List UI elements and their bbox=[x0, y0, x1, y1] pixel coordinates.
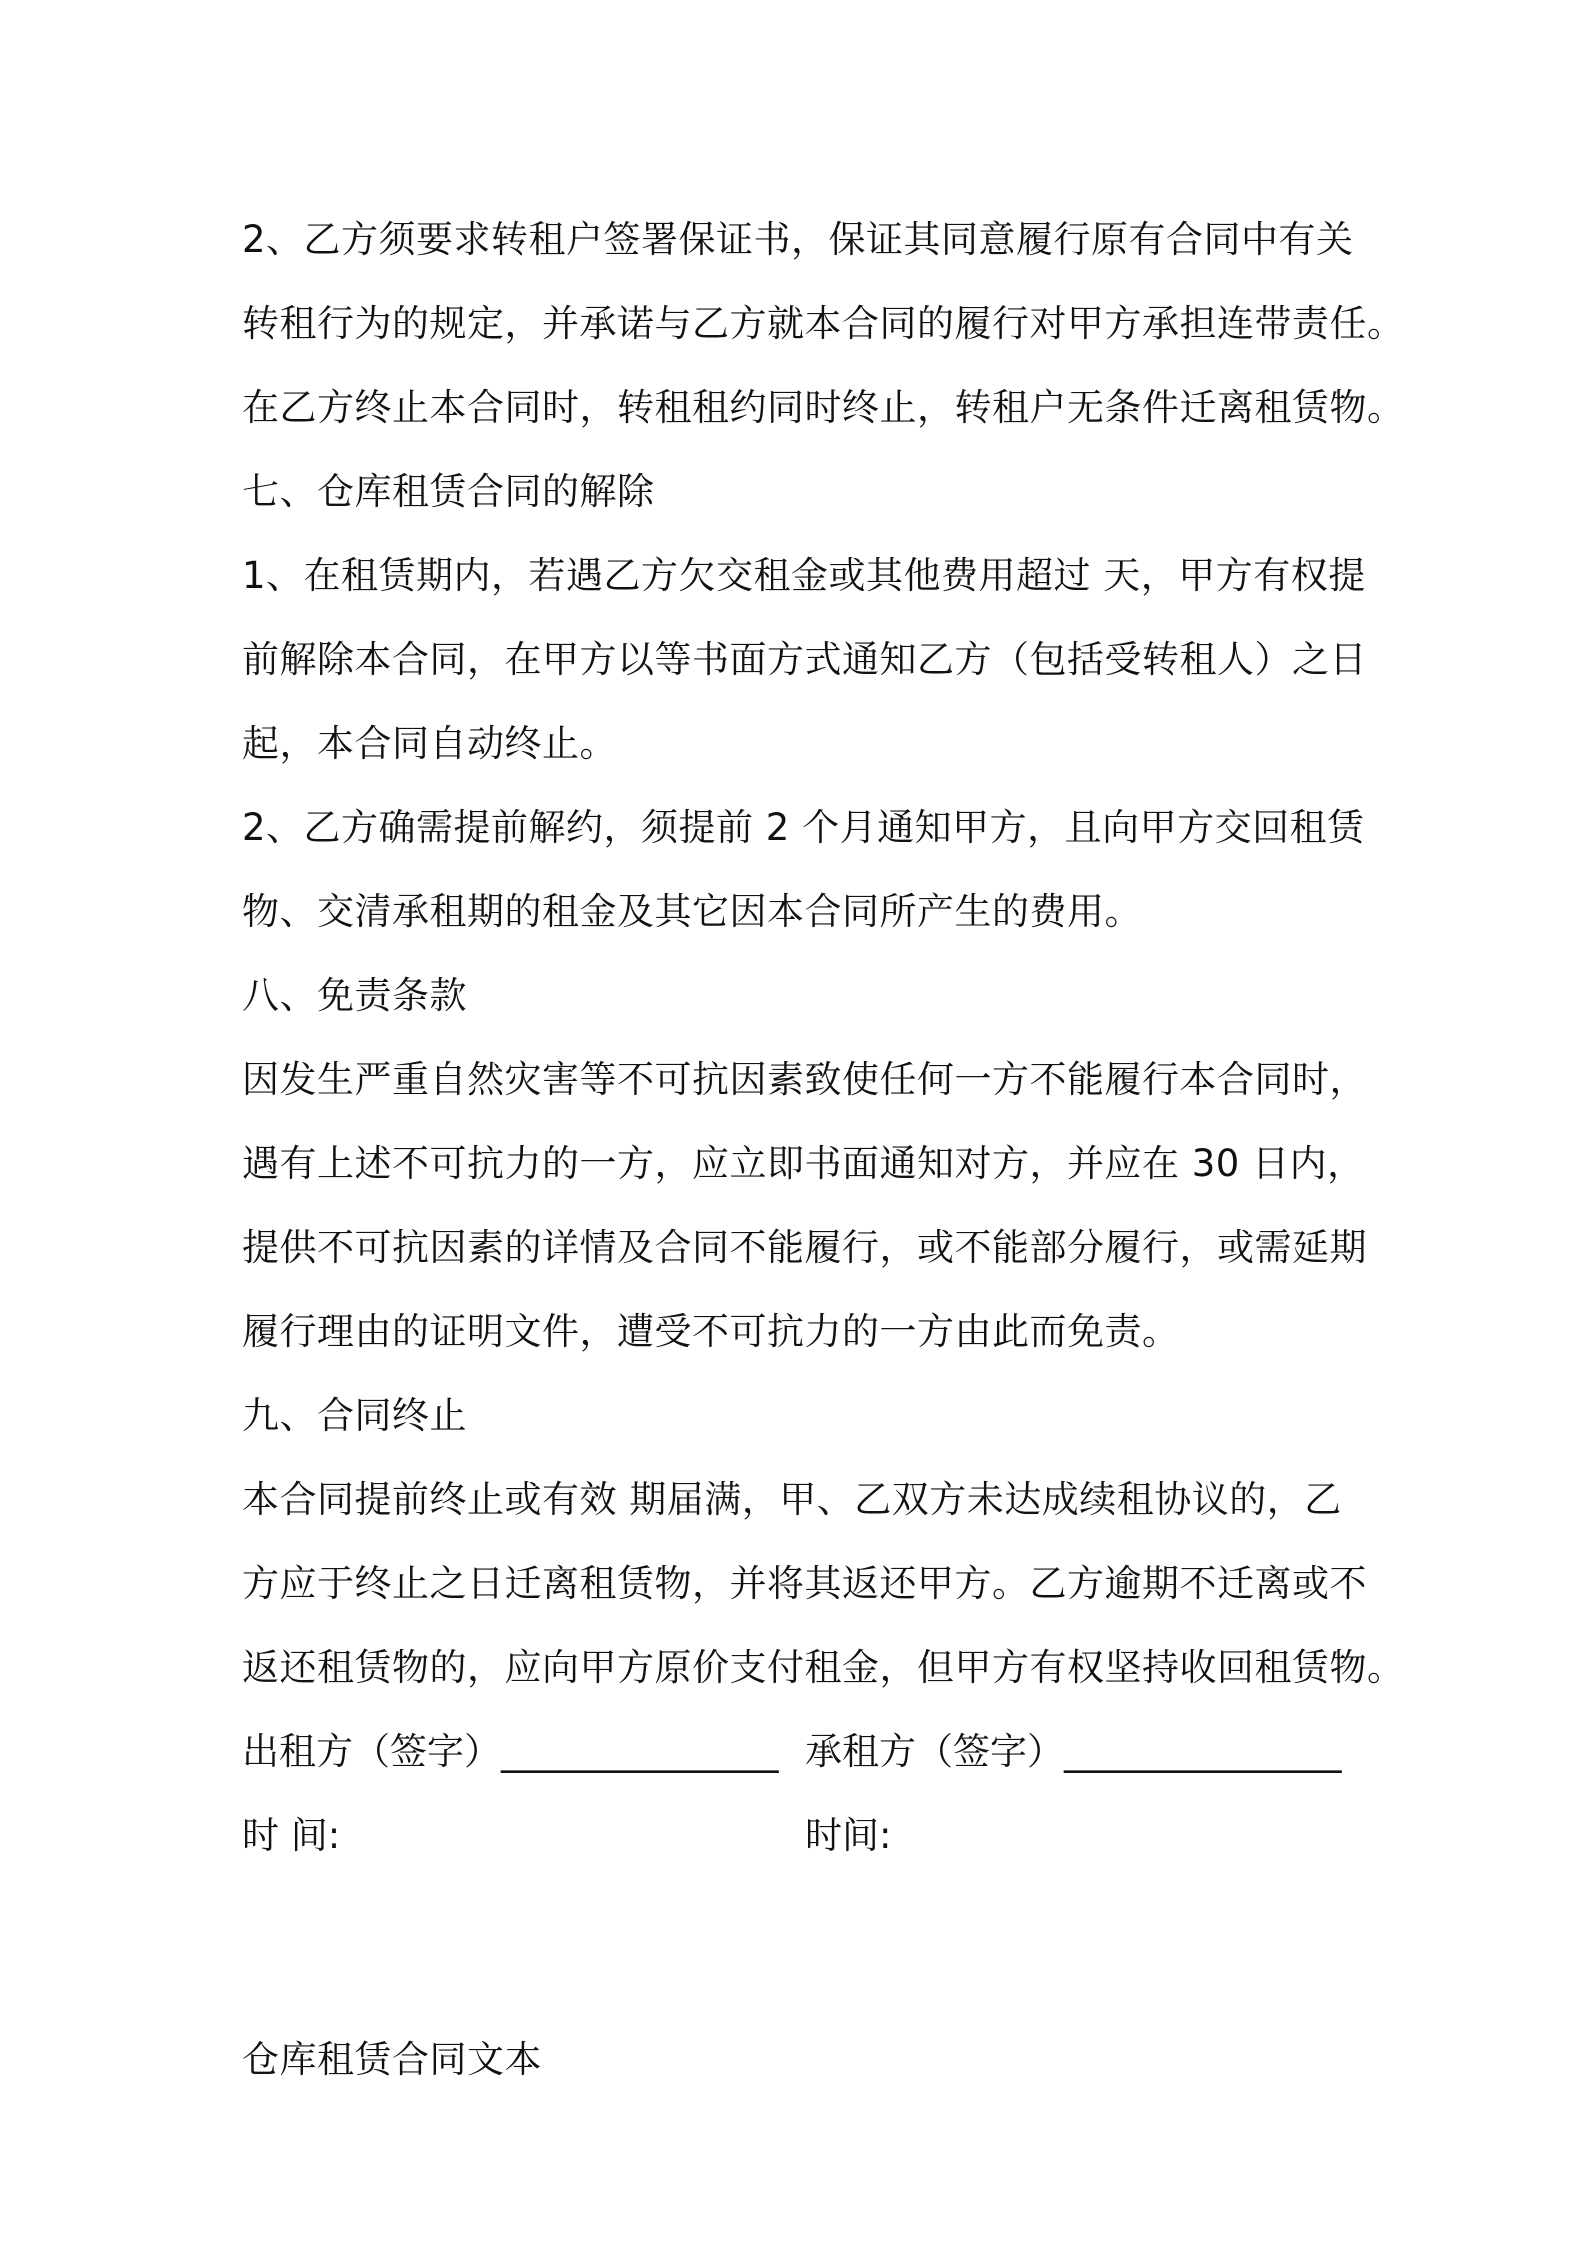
clause-line: 起，本合同自动终止。 bbox=[242, 722, 617, 765]
signature-row bbox=[242, 1710, 1352, 1794]
clause-line: 返还租赁物的，应向甲方原价支付租金，但甲方有权坚持收回租赁物。 bbox=[242, 1646, 1405, 1689]
footer-title: 仓库租赁合同文本 bbox=[242, 2038, 542, 2081]
clause-line: 在乙方终止本合同时，转租租约同时终止，转租户无条件迁离租赁物。 bbox=[242, 386, 1405, 429]
clause-line: 2、乙方确需提前解约，须提前 2 个月通知甲方，且向甲方交回租赁 bbox=[242, 806, 1365, 849]
lessor-signature: 出租方（签字）_______________ bbox=[242, 1730, 779, 1773]
clause-line: 物、交清承租期的租金及其它因本合同所产生的费用。 bbox=[242, 890, 1142, 933]
clause-line: 提供不可抗因素的详情及合同不能履行，或不能部分履行，或需延期 bbox=[242, 1226, 1367, 1269]
clause-line: 1、在租赁期内，若遇乙方欠交租金或其他费用超过 天，甲方有权提 bbox=[242, 554, 1366, 597]
clause-line: 转租行为的规定，并承诺与乙方就本合同的履行对甲方承担连带责任。 bbox=[242, 302, 1405, 345]
document-page bbox=[242, 198, 1405, 2102]
clause-line: 履行理由的证明文件，遭受不可抗力的一方由此而免责。 bbox=[242, 1310, 1180, 1353]
section-heading: 九、合同终止 bbox=[242, 1394, 467, 1437]
clause-line: 方应于终止之日迁离租赁物，并将其返还甲方。乙方逾期不迁离或不 bbox=[242, 1562, 1367, 1605]
time-row bbox=[242, 1794, 1352, 1878]
clause-line: 因发生严重自然灾害等不可抗因素致使任何一方不能履行本合同时， bbox=[242, 1058, 1367, 1101]
lessee-signature: 承租方（签字）_______________ bbox=[805, 1730, 1342, 1773]
section-heading: 八、免责条款 bbox=[242, 974, 467, 1017]
lessee-time: 时间: bbox=[805, 1814, 892, 1857]
clause-line: 2、乙方须要求转租户签署保证书，保证其同意履行原有合同中有关 bbox=[242, 218, 1354, 261]
clause-line: 遇有上述不可抗力的一方，应立即书面通知对方，并应在 30 日内， bbox=[242, 1142, 1365, 1185]
section-heading: 七、仓库租赁合同的解除 bbox=[242, 470, 655, 513]
clause-line: 前解除本合同，在甲方以等书面方式通知乙方（包括受转租人）之日 bbox=[242, 638, 1367, 681]
spacer bbox=[242, 1878, 1352, 2018]
clause-line: 本合同提前终止或有效 期届满，甲、乙双方未达成续租协议的，乙 bbox=[242, 1478, 1342, 1521]
lessor-time: 时 间: bbox=[242, 1814, 341, 1857]
